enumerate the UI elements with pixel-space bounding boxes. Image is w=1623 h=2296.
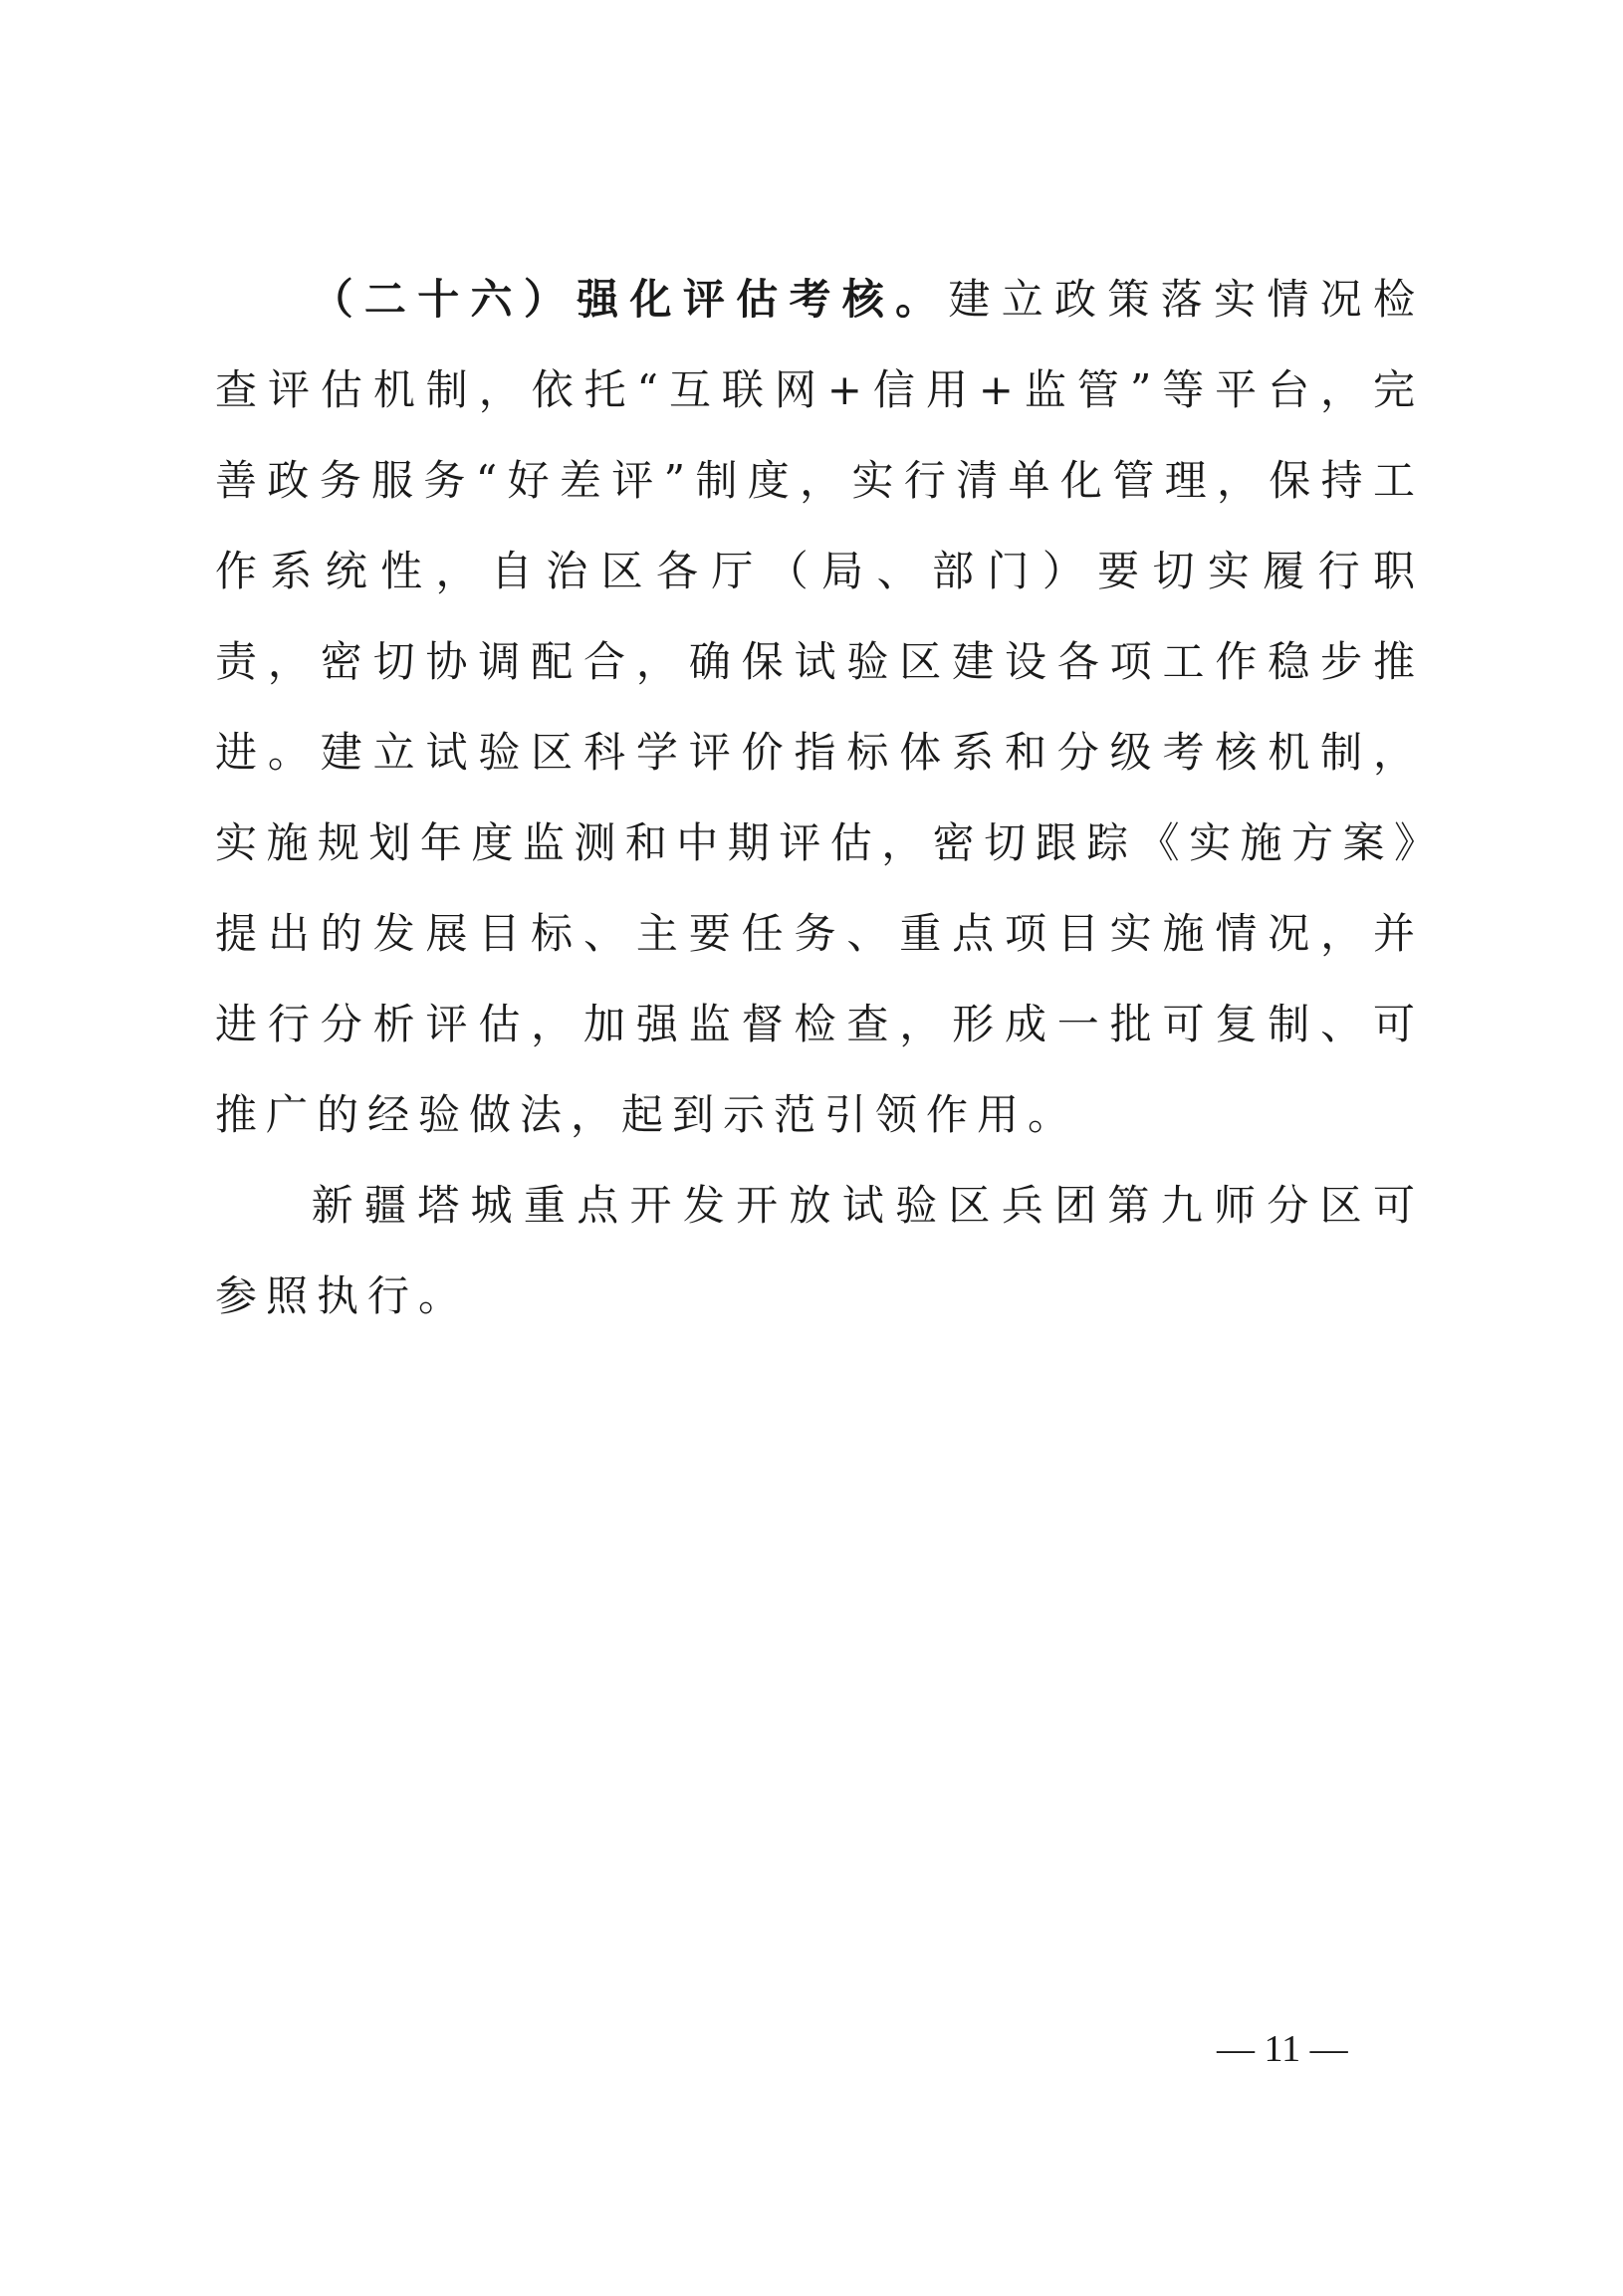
document-body bbox=[215, 254, 1424, 1341]
page-number: — 11 — bbox=[1217, 2028, 1348, 2070]
section-heading: （二十六）强化评估考核。 bbox=[311, 275, 949, 324]
paragraph-assessment bbox=[215, 254, 1424, 1160]
paragraph-text: 新疆塔城重点开发开放试验区兵团第九师分区可参照执行。 bbox=[215, 1181, 1424, 1320]
paragraph-text: 建立政策落实情况检查评估机制，依托“互联网+信用+监管”等平台，完善政务服务“好差评”制度，实行清单化管理，保持工作系统性，自治区各厅（局、部门）要切实履行职责，密切协调配合，确保试验区建设各项工作稳步推进。建立试验区科学评价指标体系和分级考核机制，实施规划年度监测和中期评估，密切跟踪《实施方案》提出的发展目标、主要任务、重点项目实施情况，并进行分析评估，加强监督检查，形成一批可复制、可推广的经验做法，起到示范引领作用。 bbox=[215, 275, 1424, 1139]
paragraph-reference bbox=[215, 1160, 1424, 1341]
